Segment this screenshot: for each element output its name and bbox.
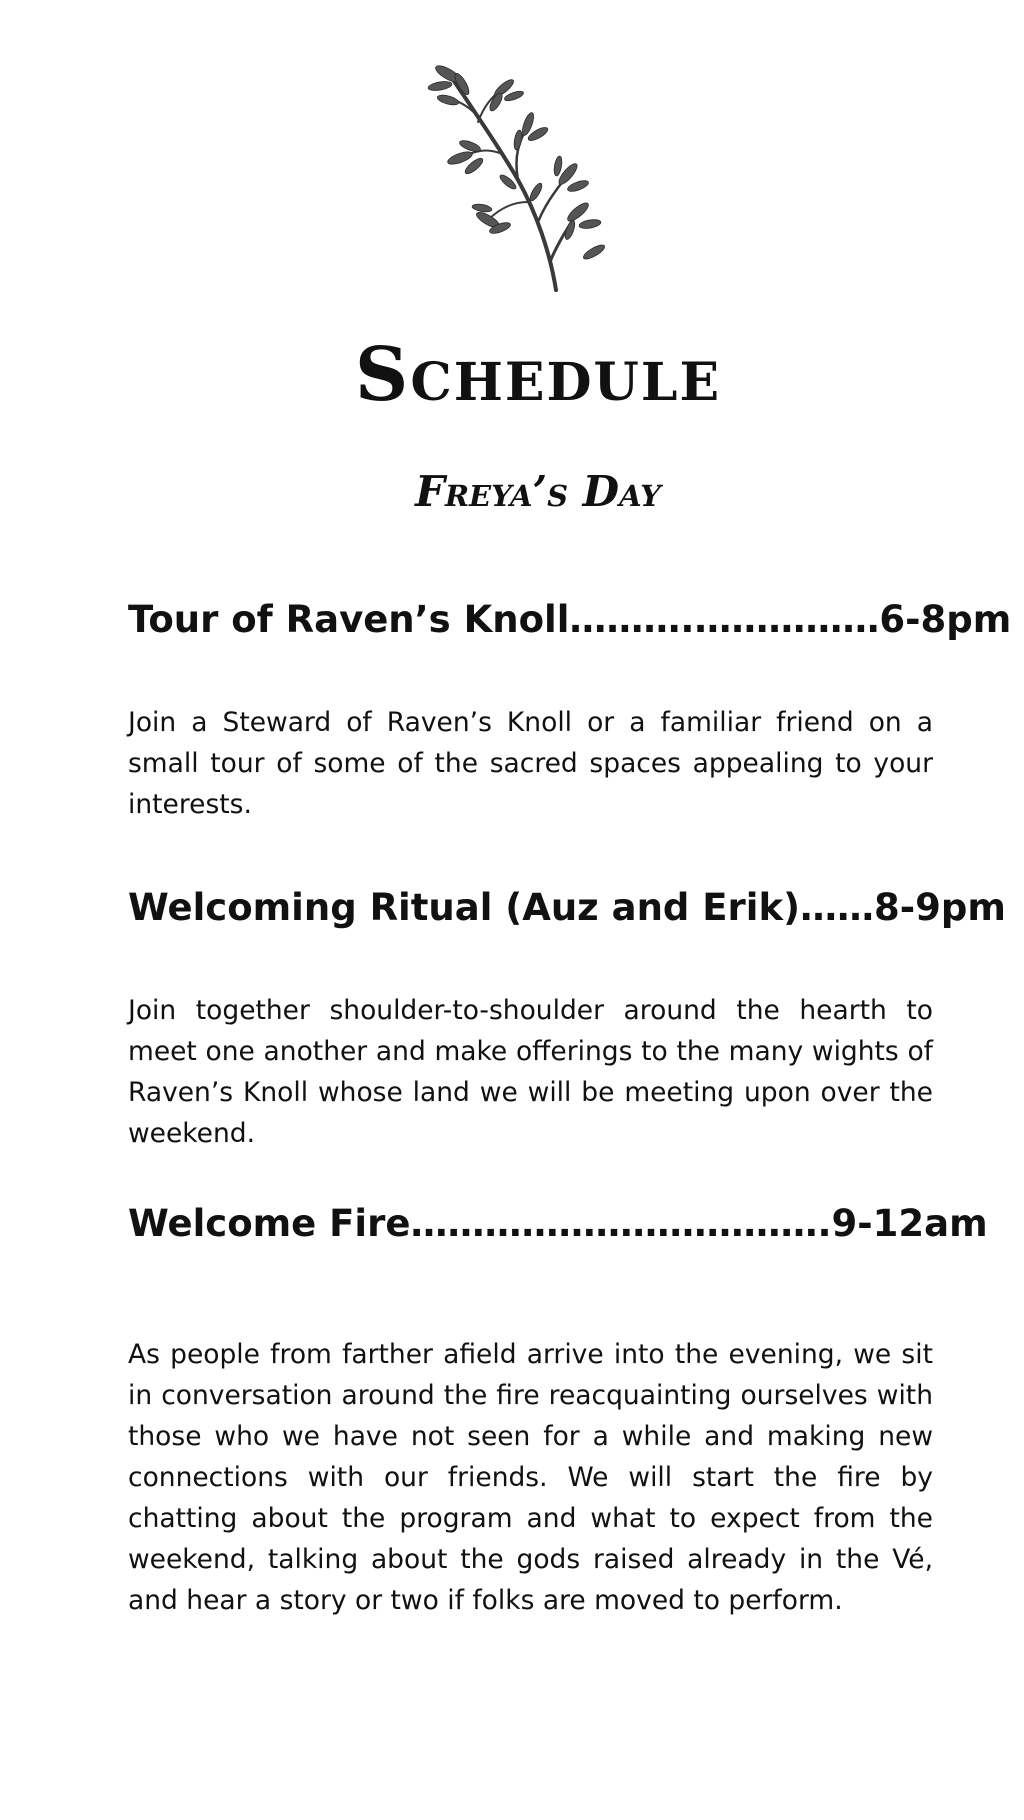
event-description-tour: Join a Steward of Raven’s Knoll or a familiar friend on a small tour of some of the sacred spaces appealing to your interests. [128, 707, 933, 820]
event-description-welcome-fire: As people from farther afield arrive into the evening, we sit in conversation around the fire reacquainting ourselves with those who we have not seen for a while and making new connections with our friends. We will start the fire by chatting about the program and what to expect from the weekend, talking about the gods raised already in the Vé, and hear a story or two if folks are moved to perform. [128, 1339, 933, 1616]
event-heading-welcome-fire: Welcome Fire…………………………….9-12am [128, 1202, 988, 1245]
event-heading-welcoming-ritual: Welcoming Ritual (Auz and Erik)……8-9pm [128, 886, 1006, 929]
event-heading-tour: Tour of Raven’s Knoll……….……………6-8pm [128, 598, 1012, 641]
fern-sprig-icon [418, 62, 624, 294]
page-title: Schedule [354, 332, 722, 418]
event-description-welcoming-ritual: Join together shoulder-to-shoulder around the hearth to meet one another and make offerings to the many wights of Raven’s Knoll whose land we will be meeting upon over the weekend. [128, 995, 933, 1149]
page-subtitle: Freya’s Day [415, 467, 661, 516]
